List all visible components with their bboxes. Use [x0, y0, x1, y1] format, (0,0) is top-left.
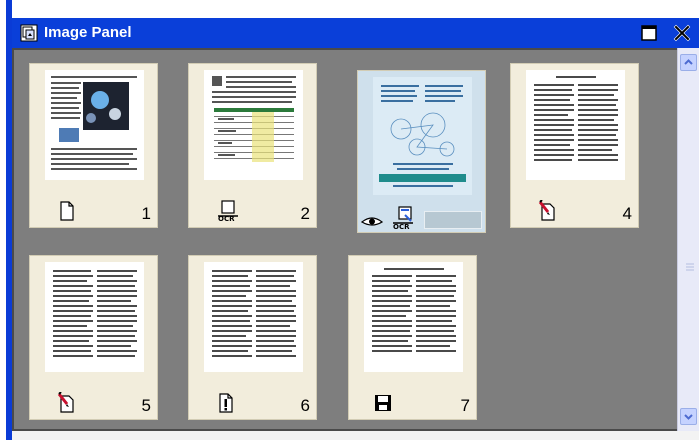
- page-thumbnail-4[interactable]: [510, 63, 639, 228]
- page-number: 2: [300, 204, 310, 223]
- page-preview: [364, 262, 463, 372]
- page-preview: [45, 262, 144, 372]
- warning-page-icon: [216, 392, 236, 414]
- page-preview: [373, 77, 472, 195]
- scroll-track[interactable]: [680, 73, 697, 406]
- page-thumbnail-1[interactable]: [29, 63, 158, 228]
- scroll-down-button[interactable]: [680, 408, 697, 425]
- window-left-edge: [0, 0, 12, 440]
- page-name-field[interactable]: [424, 211, 482, 229]
- page-number: 4: [622, 204, 632, 223]
- page-preview: [526, 70, 625, 180]
- page-thumbnail-2[interactable]: [188, 63, 317, 228]
- ocr-recognize-icon: [216, 200, 240, 222]
- svg-text:OCR: OCR: [393, 223, 410, 230]
- vertical-scrollbar[interactable]: [677, 48, 699, 431]
- close-icon[interactable]: [672, 23, 692, 43]
- page-thumbnail-7[interactable]: [348, 255, 477, 420]
- page-number: 7: [460, 396, 470, 415]
- ocr-process-icon: [391, 206, 415, 230]
- edit-pencil-icon: [538, 200, 558, 222]
- window-title: Image Panel: [44, 24, 132, 41]
- image-panel-icon: [20, 24, 38, 42]
- save-disk-icon: [373, 392, 393, 414]
- chevron-down-icon: [681, 409, 696, 424]
- titlebar[interactable]: [12, 18, 699, 48]
- eye-view-icon: [361, 214, 383, 228]
- page-preview: [204, 70, 303, 180]
- page-thumbnail-3[interactable]: [357, 70, 486, 233]
- page-preview: [204, 262, 303, 372]
- svg-text:OCR: OCR: [218, 215, 235, 222]
- bottom-edge: [12, 431, 699, 440]
- maximize-icon[interactable]: [639, 23, 659, 43]
- thumbnail-panel[interactable]: [12, 48, 677, 431]
- page-number: 5: [141, 396, 151, 415]
- edit-pencil-icon: [57, 392, 77, 414]
- page-preview: [45, 70, 144, 180]
- page-number: 6: [300, 396, 310, 415]
- scroll-grip-icon: [686, 263, 694, 271]
- chevron-up-icon: [681, 55, 696, 70]
- page-thumbnail-6[interactable]: [188, 255, 317, 420]
- blank-page-icon: [57, 200, 77, 222]
- page-thumbnail-5[interactable]: [29, 255, 158, 420]
- scroll-up-button[interactable]: [680, 54, 697, 71]
- page-number: 1: [141, 204, 151, 223]
